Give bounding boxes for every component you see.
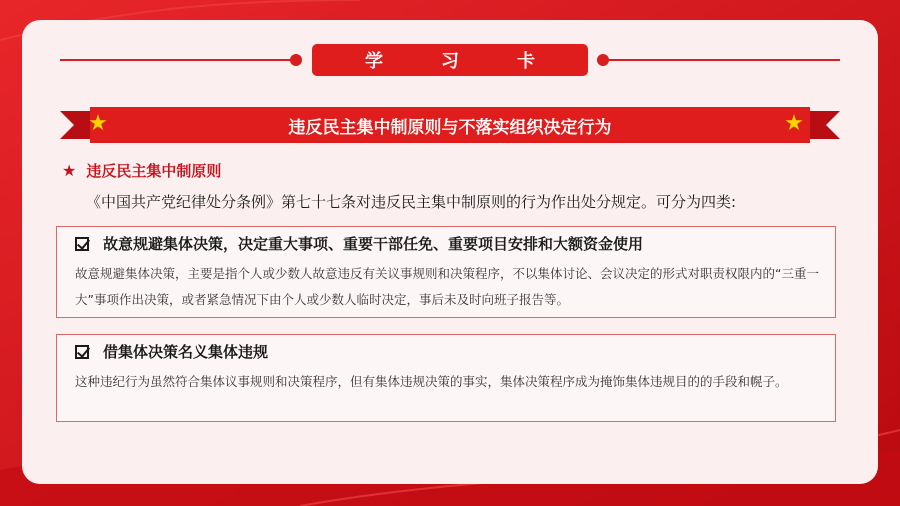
rule-box-title-text: 借集体决策名义集体违规	[103, 343, 269, 361]
header-divider-left	[60, 59, 296, 61]
checkbox-icon	[75, 345, 89, 359]
header-dot-left	[290, 54, 302, 66]
star-icon: ★	[784, 111, 804, 136]
ribbon-title: 违反民主集中制原则与不落实组织决定行为	[288, 117, 612, 138]
rule-box	[56, 334, 836, 422]
rule-box-body: 这种违纪行为虽然符合集体议事规则和决策程序，但有集体违规决策的事实，集体决策程序成为掩饰集体违规目的的手段和幌子。	[75, 374, 788, 389]
header-label: 学 习 卡	[312, 44, 588, 76]
header-dot-right	[597, 54, 609, 66]
section-heading	[62, 160, 221, 180]
rule-box-title-text: 故意规避集体决策，决定重大事项、重要干部任免、重要项目安排和大额资金使用	[103, 235, 644, 253]
rule-box-body: 故意规避集体决策，主要是指个人或少数人故意违反有关议事规则和决策程序，不以集体讨论、会议决定的形式对职责权限内的“三重一大”事项作出决策，或者紧急情况下由个人或少数人临时决定，事后未及时向班子报告等。	[75, 266, 819, 307]
rule-box-title	[75, 341, 268, 362]
section-intro: 《中国共产党纪律处分条例》第七十七条对违反民主集中制原则的行为作出处分规定。可分为四类:	[86, 193, 737, 211]
rule-box	[56, 226, 836, 318]
header-divider-right	[602, 59, 840, 61]
section-heading-text: 违反民主集中制原则	[86, 161, 222, 180]
star-icon: ★	[62, 160, 77, 180]
star-icon: ★	[88, 111, 108, 136]
rule-box-title	[75, 233, 643, 254]
checkbox-icon	[75, 237, 89, 251]
